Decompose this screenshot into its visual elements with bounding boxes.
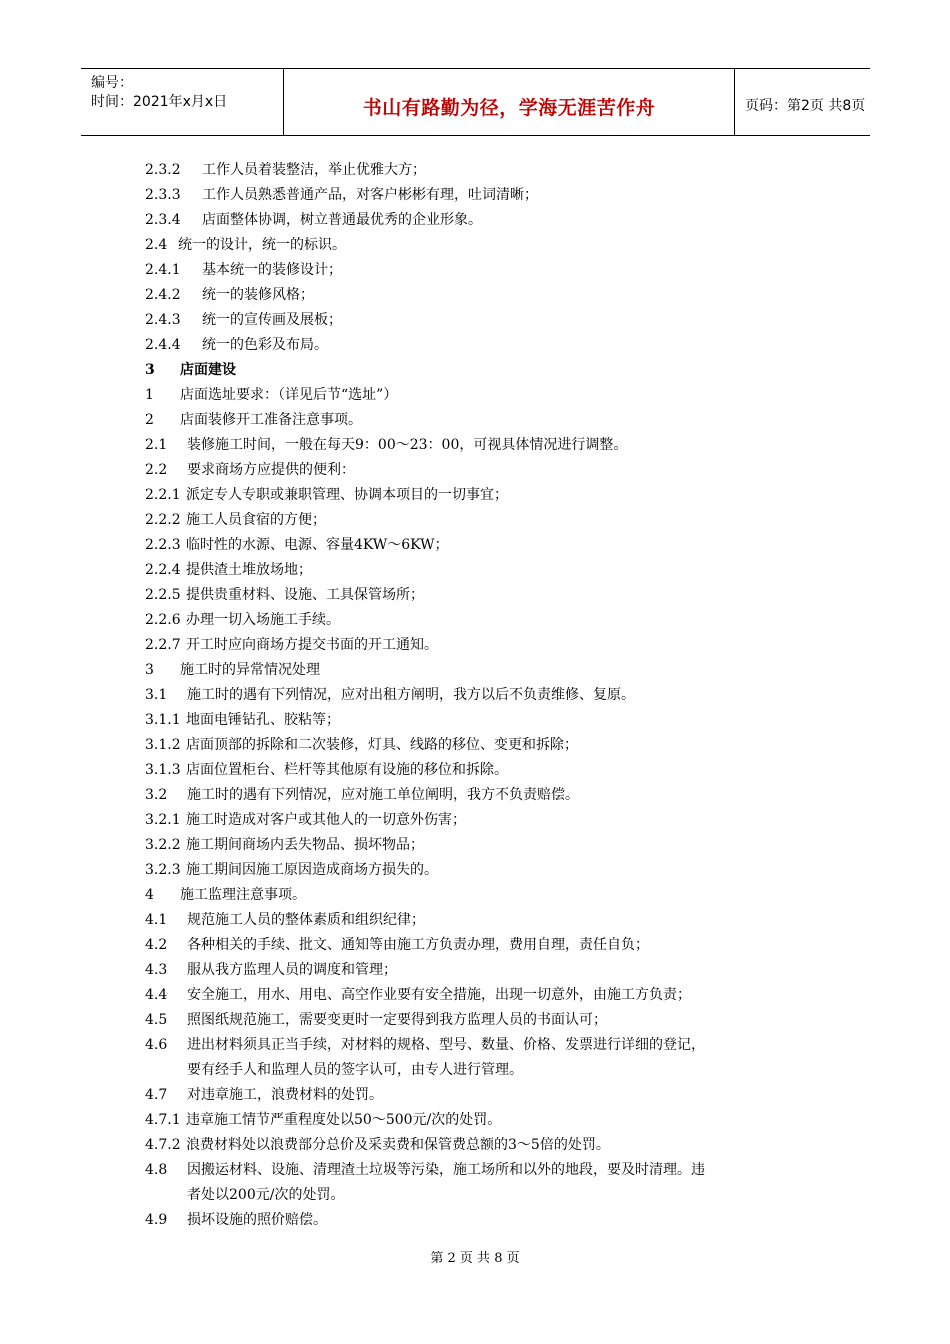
document-line bbox=[145, 885, 306, 905]
line-text: 损坏设施的照价赔偿。 bbox=[187, 1212, 327, 1228]
line-text: 者处以200元/次的处罚。 bbox=[187, 1187, 345, 1203]
document-line bbox=[145, 1135, 610, 1155]
serial-label: 编号： bbox=[91, 75, 133, 91]
document-line bbox=[145, 460, 355, 480]
line-number: 4.7 bbox=[145, 1087, 168, 1103]
document-line bbox=[145, 185, 538, 205]
line-text: 施工期间因施工原因造成商场方损失的。 bbox=[186, 862, 438, 878]
line-text: 安全施工，用水、用电、高空作业要有安全措施，出现一切意外，由施工方负责； bbox=[187, 987, 691, 1003]
line-number: 4.7.1 bbox=[145, 1112, 181, 1128]
line-number: 3 bbox=[145, 362, 155, 378]
document-line bbox=[145, 960, 397, 980]
line-number: 2.2 bbox=[145, 462, 168, 478]
line-text: 统一的设计，统一的标识。 bbox=[178, 237, 346, 253]
document-line bbox=[145, 685, 635, 705]
line-text: 进出材料须具正当手续，对材料的规格、型号、数量、价格、发票进行详细的登记， bbox=[187, 1037, 705, 1053]
line-number: 3.1 bbox=[145, 687, 168, 703]
document-line bbox=[145, 610, 340, 630]
line-number: 4.2 bbox=[145, 937, 168, 953]
line-text: 服从我方监理人员的调度和管理； bbox=[187, 962, 397, 978]
line-text: 施工时的异常情况处理 bbox=[180, 662, 320, 678]
line-number: 4.9 bbox=[145, 1212, 168, 1228]
document-line bbox=[145, 735, 578, 755]
line-number: 4.8 bbox=[145, 1162, 168, 1178]
line-number: 4 bbox=[145, 887, 154, 903]
line-text: 统一的色彩及布局。 bbox=[202, 337, 328, 353]
line-text: 各种相关的手续、批文、通知等由施工方负责办理，费用自理，责任自负； bbox=[187, 937, 649, 953]
line-text: 店面选址要求：（详见后节“选址”） bbox=[180, 387, 398, 403]
line-text: 装修施工时间，一般在每天9：00～23：00，可视具体情况进行调整。 bbox=[187, 437, 628, 453]
document-line bbox=[145, 235, 346, 255]
line-text: 要有经手人和监理人员的签字认可，由专人进行管理。 bbox=[187, 1062, 523, 1078]
line-text: 提供渣土堆放场地； bbox=[186, 562, 312, 578]
line-text: 照图纸规范施工，需要变更时一定要得到我方监理人员的书面认可； bbox=[187, 1012, 607, 1028]
document-line bbox=[145, 660, 320, 680]
line-text: 店面整体协调，树立普通最优秀的企业形象。 bbox=[202, 212, 482, 228]
line-number: 2.2.6 bbox=[145, 612, 181, 628]
document-line bbox=[145, 335, 328, 355]
document-line bbox=[145, 260, 342, 280]
document-line bbox=[145, 1060, 523, 1080]
document-line bbox=[145, 210, 482, 230]
line-text: 店面顶部的拆除和二次装修，灯具、线路的移位、变更和拆除； bbox=[186, 737, 578, 753]
document-line bbox=[145, 160, 426, 180]
document-line bbox=[145, 435, 627, 455]
document-line bbox=[145, 285, 314, 305]
line-text: 施工时造成对客户或其他人的一切意外伤害； bbox=[186, 812, 466, 828]
document-line bbox=[145, 935, 649, 955]
line-number: 4.4 bbox=[145, 987, 168, 1003]
header-left-cell bbox=[81, 69, 283, 135]
line-number: 3.2.2 bbox=[145, 837, 181, 853]
line-number: 1 bbox=[145, 387, 154, 403]
line-number: 2.4.2 bbox=[145, 287, 181, 303]
line-text: 要求商场方应提供的便利： bbox=[187, 462, 355, 478]
date-label: 时间：2021年x月x日 bbox=[91, 94, 228, 110]
line-text: 因搬运材料、设施、清理渣土垃圾等污染，施工场所和以外的地段，要及时清理。违 bbox=[187, 1162, 705, 1178]
document-line bbox=[145, 785, 579, 805]
line-text: 统一的宣传画及展板； bbox=[202, 312, 342, 328]
line-text: 规范施工人员的整体素质和组织纪律； bbox=[187, 912, 425, 928]
line-number: 4.7.2 bbox=[145, 1137, 181, 1153]
line-number: 2.2.4 bbox=[145, 562, 181, 578]
document-line bbox=[145, 810, 466, 830]
document-line bbox=[145, 1160, 705, 1180]
document-line bbox=[145, 410, 362, 430]
line-text: 施工时的遇有下列情况，应对施工单位阐明，我方不负责赔偿。 bbox=[187, 787, 579, 803]
line-number: 2.2.7 bbox=[145, 637, 181, 653]
document-line bbox=[145, 585, 424, 605]
line-number: 2.2.1 bbox=[145, 487, 181, 503]
line-text: 店面建设 bbox=[180, 362, 236, 378]
line-text: 提供贵重材料、设施、工具保管场所； bbox=[186, 587, 424, 603]
line-text: 违章施工情节严重程度处以50～500元/次的处罚。 bbox=[186, 1112, 502, 1128]
document-line bbox=[145, 1110, 501, 1130]
document-line bbox=[145, 535, 449, 555]
page-code: 页码：第2页 共8页 bbox=[745, 98, 866, 114]
document-line bbox=[145, 1210, 327, 1230]
document-line bbox=[145, 860, 438, 880]
line-number: 4.5 bbox=[145, 1012, 168, 1028]
document-line bbox=[145, 710, 340, 730]
line-text: 施工监理注意事项。 bbox=[180, 887, 306, 903]
line-number: 4.1 bbox=[145, 912, 168, 928]
document-line bbox=[145, 510, 326, 530]
document-line bbox=[145, 1010, 607, 1030]
document-line bbox=[145, 1185, 344, 1205]
line-number: 3.2.1 bbox=[145, 812, 181, 828]
document-line bbox=[145, 485, 508, 505]
line-number: 2.4.4 bbox=[145, 337, 181, 353]
document-line bbox=[145, 360, 236, 380]
line-number: 2.1 bbox=[145, 437, 168, 453]
line-number: 2.3.2 bbox=[145, 162, 181, 178]
line-number: 2.2.2 bbox=[145, 512, 181, 528]
line-text: 店面装修开工准备注意事项。 bbox=[180, 412, 362, 428]
document-line bbox=[145, 310, 342, 330]
document-line bbox=[145, 985, 691, 1005]
line-number: 2.2.3 bbox=[145, 537, 181, 553]
line-number: 3.1.3 bbox=[145, 762, 181, 778]
line-number: 3.2 bbox=[145, 787, 168, 803]
line-number: 4.6 bbox=[145, 1037, 168, 1053]
line-text: 店面位置柜台、栏杆等其他原有设施的移位和拆除。 bbox=[186, 762, 508, 778]
line-number: 4.3 bbox=[145, 962, 168, 978]
document-line bbox=[145, 760, 508, 780]
line-text: 基本统一的装修设计； bbox=[202, 262, 342, 278]
line-text: 浪费材料处以浪费部分总价及采卖费和保管费总额的3～5倍的处罚。 bbox=[186, 1137, 610, 1153]
line-text: 工作人员着装整洁，举止优雅大方； bbox=[202, 162, 426, 178]
document-line bbox=[145, 560, 312, 580]
line-number: 3.1.2 bbox=[145, 737, 181, 753]
header-right-cell bbox=[735, 69, 870, 135]
line-text: 派定专人专职或兼职管理、协调本项目的一切事宜； bbox=[186, 487, 508, 503]
header-motto-cell bbox=[283, 69, 735, 135]
document-line bbox=[145, 385, 397, 405]
line-text: 开工时应向商场方提交书面的开工通知。 bbox=[186, 637, 438, 653]
page-footer: 第 2 页 共 8 页 bbox=[430, 1251, 520, 1266]
line-number: 2 bbox=[145, 412, 154, 428]
line-text: 统一的装修风格； bbox=[202, 287, 314, 303]
line-number: 2.3.4 bbox=[145, 212, 181, 228]
line-number: 2.4 bbox=[145, 237, 168, 253]
document-line bbox=[145, 1035, 705, 1055]
line-text: 工作人员熟悉普通产品，对客户彬彬有理，吐词清晰； bbox=[202, 187, 538, 203]
line-text: 施工时的遇有下列情况，应对出租方阐明，我方以后不负责维修、复原。 bbox=[187, 687, 635, 703]
document-line bbox=[145, 910, 425, 930]
line-text: 临时性的水源、电源、容量4KW～6KW； bbox=[186, 537, 449, 553]
line-text: 地面电锤钻孔、胶粘等； bbox=[186, 712, 340, 728]
document-line bbox=[145, 835, 424, 855]
document-line bbox=[145, 1085, 383, 1105]
line-number: 2.4.3 bbox=[145, 312, 181, 328]
document-line bbox=[145, 635, 438, 655]
line-number: 2.4.1 bbox=[145, 262, 181, 278]
line-text: 施工人员食宿的方便； bbox=[186, 512, 326, 528]
line-number: 3.2.3 bbox=[145, 862, 181, 878]
line-number: 2.3.3 bbox=[145, 187, 181, 203]
line-number: 3.1.1 bbox=[145, 712, 181, 728]
page-header bbox=[81, 68, 870, 136]
line-text: 对违章施工，浪费材料的处罚。 bbox=[187, 1087, 383, 1103]
motto-text: 书山有路勤为径，学海无涯苦作舟 bbox=[362, 97, 656, 119]
line-text: 施工期间商场内丢失物品、损坏物品； bbox=[186, 837, 424, 853]
line-number: 2.2.5 bbox=[145, 587, 181, 603]
line-number: 3 bbox=[145, 662, 154, 678]
line-text: 办理一切入场施工手续。 bbox=[186, 612, 340, 628]
